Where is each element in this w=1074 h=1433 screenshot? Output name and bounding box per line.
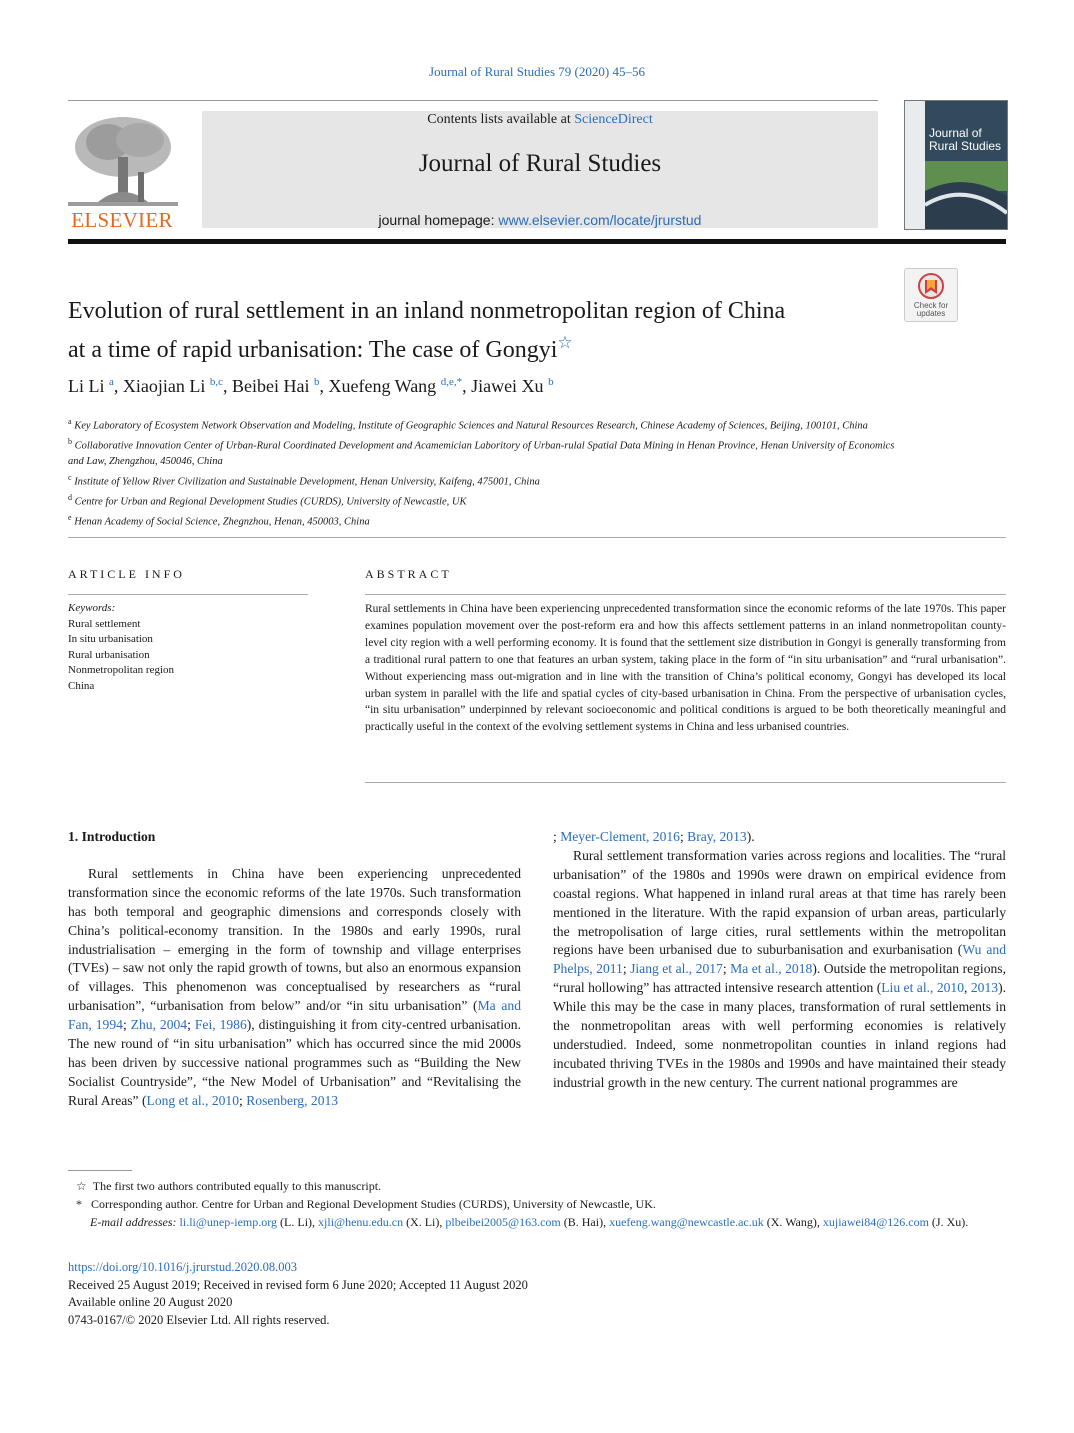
affiliation-item bbox=[68, 434, 898, 470]
citation-link[interactable]: 2013 bbox=[970, 980, 999, 996]
affiliations bbox=[68, 414, 898, 530]
publication-info bbox=[68, 1259, 1006, 1329]
keyword-item: China bbox=[68, 679, 95, 692]
section-heading-introduction: 1. Introduction bbox=[68, 829, 156, 844]
email-link[interactable]: xjli@henu.edu.cn bbox=[318, 1215, 404, 1229]
header-divider bbox=[68, 100, 878, 101]
title-line-1: Evolution of rural settlement in an inland nonmetropolitan region of China bbox=[68, 298, 786, 324]
citation-separator: , bbox=[964, 980, 971, 996]
affiliation-text: Collaborative Innovation Center of Urban-Rural Coordinated Development and Acamemician Laboritory of Urban-rulal Spatial Data Mining in Henan Province, Henan University of Economics and Law, Zhengzhou, 450046, China bbox=[68, 440, 895, 467]
email-owner: (J. Xu). bbox=[928, 1215, 969, 1229]
homepage-link[interactable]: www.elsevier.com/locate/jrurstud bbox=[498, 212, 702, 228]
paragraph-text: Rural settlements in China have been experiencing unprecedented transformation since the economic reforms of the late 1970s. Such transformation has both temporal and geographic dimensions and corresponds closely with China’s political-economy transition. In the 1980s and early 1990s, rural industrialisation – emerging in the form of township and village enterprises (TVEs) – saw not only the rapid growth of towns, but also an enormous expansion of villages. This phenomenon was conceptualised by researchers as “rural urbanisation”, “urbanisation from below” and/or “in situ urbanisation” ( bbox=[68, 865, 521, 1014]
intro-paragraph-1 bbox=[68, 865, 521, 1111]
author-name[interactable]: Beibei Hai bbox=[232, 376, 310, 396]
doi-link[interactable]: https://doi.org/10.1016/j.jrurstud.2020.08.003 bbox=[68, 1260, 297, 1274]
email-owner: (B. Hai), bbox=[560, 1215, 610, 1229]
cover-art bbox=[905, 101, 1007, 229]
email-link[interactable]: plbeibei2005@163.com bbox=[445, 1215, 561, 1229]
received-dates: Received 25 August 2019; Received in revised form 6 June 2020; Accepted 11 August 2020 bbox=[68, 1277, 528, 1292]
email-link[interactable]: xuefeng.wang@newcastle.ac.uk bbox=[609, 1215, 764, 1229]
keywords-block bbox=[68, 601, 308, 694]
author-name[interactable]: Li Li bbox=[68, 376, 105, 396]
author-affil-sup[interactable]: b bbox=[548, 376, 554, 388]
citation-link[interactable]: Bray, 2013 bbox=[687, 829, 747, 844]
affiliation-item bbox=[68, 470, 898, 490]
affiliation-letter: b bbox=[68, 437, 72, 446]
affiliation-text: Institute of Yellow River Civilization and Sustainable Development, Henan University, Kaifeng, 475001, China bbox=[74, 476, 540, 487]
abstract-end-rule bbox=[365, 782, 1006, 783]
affiliation-letter: d bbox=[68, 492, 72, 502]
footnote-text: The first two authors contributed equally to this manuscript. bbox=[92, 1179, 382, 1193]
citation-link[interactable]: Long et al., 2010 bbox=[146, 1092, 240, 1108]
homepage-prefix: journal homepage: bbox=[378, 212, 499, 228]
citation-link[interactable]: Ma and Fan, 1994 bbox=[68, 998, 521, 1033]
sciencedirect-link[interactable]: ScienceDirect bbox=[574, 112, 653, 127]
contents-line bbox=[202, 112, 878, 128]
intro-paragraph-1-cont bbox=[553, 828, 1006, 847]
citation-link[interactable]: Wu and Phelps, 2011 bbox=[553, 942, 1007, 977]
citation-link[interactable]: Fei, 1986 bbox=[194, 1017, 247, 1033]
publisher-name: ELSEVIER bbox=[71, 208, 173, 232]
author-affil-sup[interactable]: d,e,* bbox=[440, 376, 463, 388]
keyword-item: Rural urbanisation bbox=[68, 648, 150, 661]
citation-separator: ; bbox=[679, 829, 688, 844]
intro-paragraph-2 bbox=[553, 847, 1006, 1093]
citation-link[interactable]: Rosenberg, 2013 bbox=[246, 1092, 339, 1108]
footnote-emails bbox=[68, 1213, 1006, 1231]
footnote-text: Corresponding author. Centre for Urban and Regional Development Studies (CURDS), University of Newcastle, UK. bbox=[91, 1197, 656, 1211]
affiliation-text: Henan Academy of Social Science, Zhegnzhou, Henan, 450003, China bbox=[74, 516, 370, 527]
citation-separator: ; bbox=[122, 1017, 131, 1033]
citation-link[interactable]: Jiang et al., 2017 bbox=[630, 961, 723, 977]
author-name[interactable]: Xiaojian Li bbox=[122, 376, 206, 396]
author-name[interactable]: Jiawei Xu bbox=[471, 376, 544, 396]
keywords-label: Keywords: bbox=[68, 602, 116, 614]
affiliation-text: Centre for Urban and Regional Development Studies (CURDS), University of Newcastle, UK bbox=[74, 496, 467, 507]
footnote-star-mark: ☆ bbox=[76, 1179, 87, 1193]
citation-separator: ; bbox=[622, 961, 631, 977]
section-divider bbox=[68, 537, 1006, 538]
title-line-2: at a time of rapid urbanisation: The case of Gongyi bbox=[68, 337, 558, 363]
title-footnote-mark[interactable]: ☆ bbox=[557, 333, 573, 352]
paragraph-text: ), distinguishing it from city-centred urbanisation. The new round of “in situ urbanisation” which has occurred since the mid 2000s has been driven by successive national programmes such as “Building the New Socialist Countryside”, “the New Model of Urbanisation” and “Revitalising the Rural Areas” ( bbox=[68, 1017, 521, 1108]
email-owner: (X. Li), bbox=[403, 1215, 446, 1229]
header-thick-rule bbox=[68, 239, 1006, 244]
email-owner: (L. Li), bbox=[277, 1215, 319, 1229]
author-affil-sup[interactable]: b bbox=[314, 376, 320, 388]
footnote-rule bbox=[68, 1170, 132, 1171]
citation-separator: ; bbox=[722, 961, 731, 977]
body-column-right bbox=[553, 828, 1006, 1093]
email-link[interactable]: li.li@unep-iemp.org bbox=[179, 1215, 278, 1229]
citation-link[interactable]: Liu et al., 2010 bbox=[881, 980, 965, 996]
author-name[interactable]: Xuefeng Wang bbox=[328, 376, 437, 396]
paragraph-text: Rural settlement transformation varies across regions and localities. The “rural urbanisation” of the 1980s and 1990s were drawn on empirical evidence from coastal regions. What happened in inland rural areas at that time has rarely been mentioned in the literature. With the rapid expansion of urban areas, particularly the metropolisation of large cities, rural settlements within the metropolitan regions have been urbanised due to suburbanisation and exurbanisation ( bbox=[553, 847, 1006, 958]
article-title bbox=[68, 296, 888, 366]
email-label: E-mail addresses: bbox=[90, 1215, 177, 1229]
cover-title: Journal of Rural Studies bbox=[929, 126, 1002, 153]
journal-reference[interactable]: Journal of Rural Studies 79 (2020) 45–56 bbox=[429, 64, 645, 79]
affiliation-letter: a bbox=[68, 417, 72, 426]
check-for-updates-badge[interactable] bbox=[904, 268, 958, 322]
keyword-item: Rural settlement bbox=[68, 617, 141, 630]
paragraph-text: ). Outside the metropolitan regions, “rural hollowing” has attracted intensive research attention ( bbox=[553, 961, 1006, 996]
homepage-line bbox=[202, 212, 878, 228]
journal-name: Journal of Rural Studies bbox=[418, 150, 662, 177]
author-list: Li Li $^a$, Xiaojian Li $^{b,c}$, Beibei Hai $^b$, Xuefeng Wang $^{d,e,*}$, Jiawei Xu $^b$ bbox=[68, 376, 554, 396]
abstract-rule bbox=[365, 594, 1006, 595]
citation-link[interactable]: Ma et al., 2018 bbox=[730, 961, 813, 977]
affiliation-item bbox=[68, 414, 898, 434]
email-link[interactable]: xujiawei84@126.com bbox=[822, 1215, 929, 1229]
citation-separator: ; bbox=[239, 1092, 247, 1108]
paragraph-text: ). While this may be the case in many places, transformation of rural settlements in the nonmetropolitan areas with well performing economies is relatively understudied. Indeed, some nonmetropolitan counties in inland regions had incubated thriving TVEs in the 1980s and 1990s and have maintained their steady industrial growth in the new century. The current national programmes are bbox=[553, 980, 1006, 1090]
footnote-corresponding bbox=[68, 1195, 1006, 1213]
affiliation-letter: c bbox=[68, 472, 72, 482]
abstract-text: Rural settlements in China have been experiencing unprecedented transformation since the economic reforms of the late 1970s. This paper examines population movement over the post-reform era and how this affects settlement patterns in an inland nonmetropolitan county-level city region with a well performing economy. It is found that the settlement size distribution in Gongyi is generally transforming from a traditional rural pattern to one that features an urban system, taking place in the form of “in situ urbanisation” and “rural urbanisation”. Without experiencing mass out-migration and in line with the transition of China’s political economy, Gongyi has developed its local urban system in parallel with the life and spatial cycles of city-based urbanisation in China. From the perspective of urbanisation cycles, “in situ urbanisation” underpinned by relevant socioeconomic and political conditions is argued to be both theoretically meaningful and practically useful in the context of the evolving settlement systems in China and less urbanised countries. bbox=[365, 603, 1006, 734]
check-updates-label: Check for updates bbox=[913, 301, 949, 318]
footnotes bbox=[68, 1177, 1006, 1231]
footnote-asterisk-mark: * bbox=[76, 1197, 82, 1211]
citation-link[interactable]: Meyer-Clement, 2016 bbox=[560, 829, 680, 844]
available-online-date: Available online 20 August 2020 bbox=[68, 1295, 233, 1309]
citation-link[interactable]: Zhu, 2004 bbox=[130, 1017, 188, 1033]
affiliation-text: Key Laboratory of Ecosystem Network Observation and Modeling, Institute of Geographic Sciences and Natural Resources Research, Chinese Academy of Sciences, Beijing, 100101, China bbox=[74, 420, 868, 432]
affiliation-item bbox=[68, 510, 898, 530]
paragraph-text: ). bbox=[746, 829, 755, 844]
footnote-equal-contribution bbox=[68, 1177, 1006, 1195]
check-updates-icon bbox=[916, 272, 946, 300]
article-info-rule bbox=[68, 594, 308, 595]
abstract-heading: ABSTRACT bbox=[365, 567, 452, 581]
keyword-item: In situ urbanisation bbox=[68, 633, 153, 645]
body-column-left bbox=[68, 828, 521, 1111]
affiliation-letter: e bbox=[68, 512, 72, 522]
contents-prefix: Contents lists available at bbox=[427, 112, 575, 127]
issn-copyright: 0743-0167/© 2020 Elsevier Ltd. All rights reserved. bbox=[68, 1312, 330, 1327]
email-owner: (X. Wang), bbox=[763, 1215, 823, 1229]
author-affil-sup[interactable]: a bbox=[109, 376, 114, 388]
affiliation-item bbox=[68, 490, 898, 510]
journal-cover-thumbnail[interactable] bbox=[904, 100, 1008, 230]
keyword-item: Nonmetropolitan region bbox=[68, 664, 175, 676]
article-info-heading: ARTICLE INFO bbox=[68, 567, 185, 581]
citation-separator: ; bbox=[553, 829, 561, 844]
citation-separator: ; bbox=[187, 1017, 195, 1033]
author-affil-sup[interactable]: b,c bbox=[209, 376, 224, 388]
